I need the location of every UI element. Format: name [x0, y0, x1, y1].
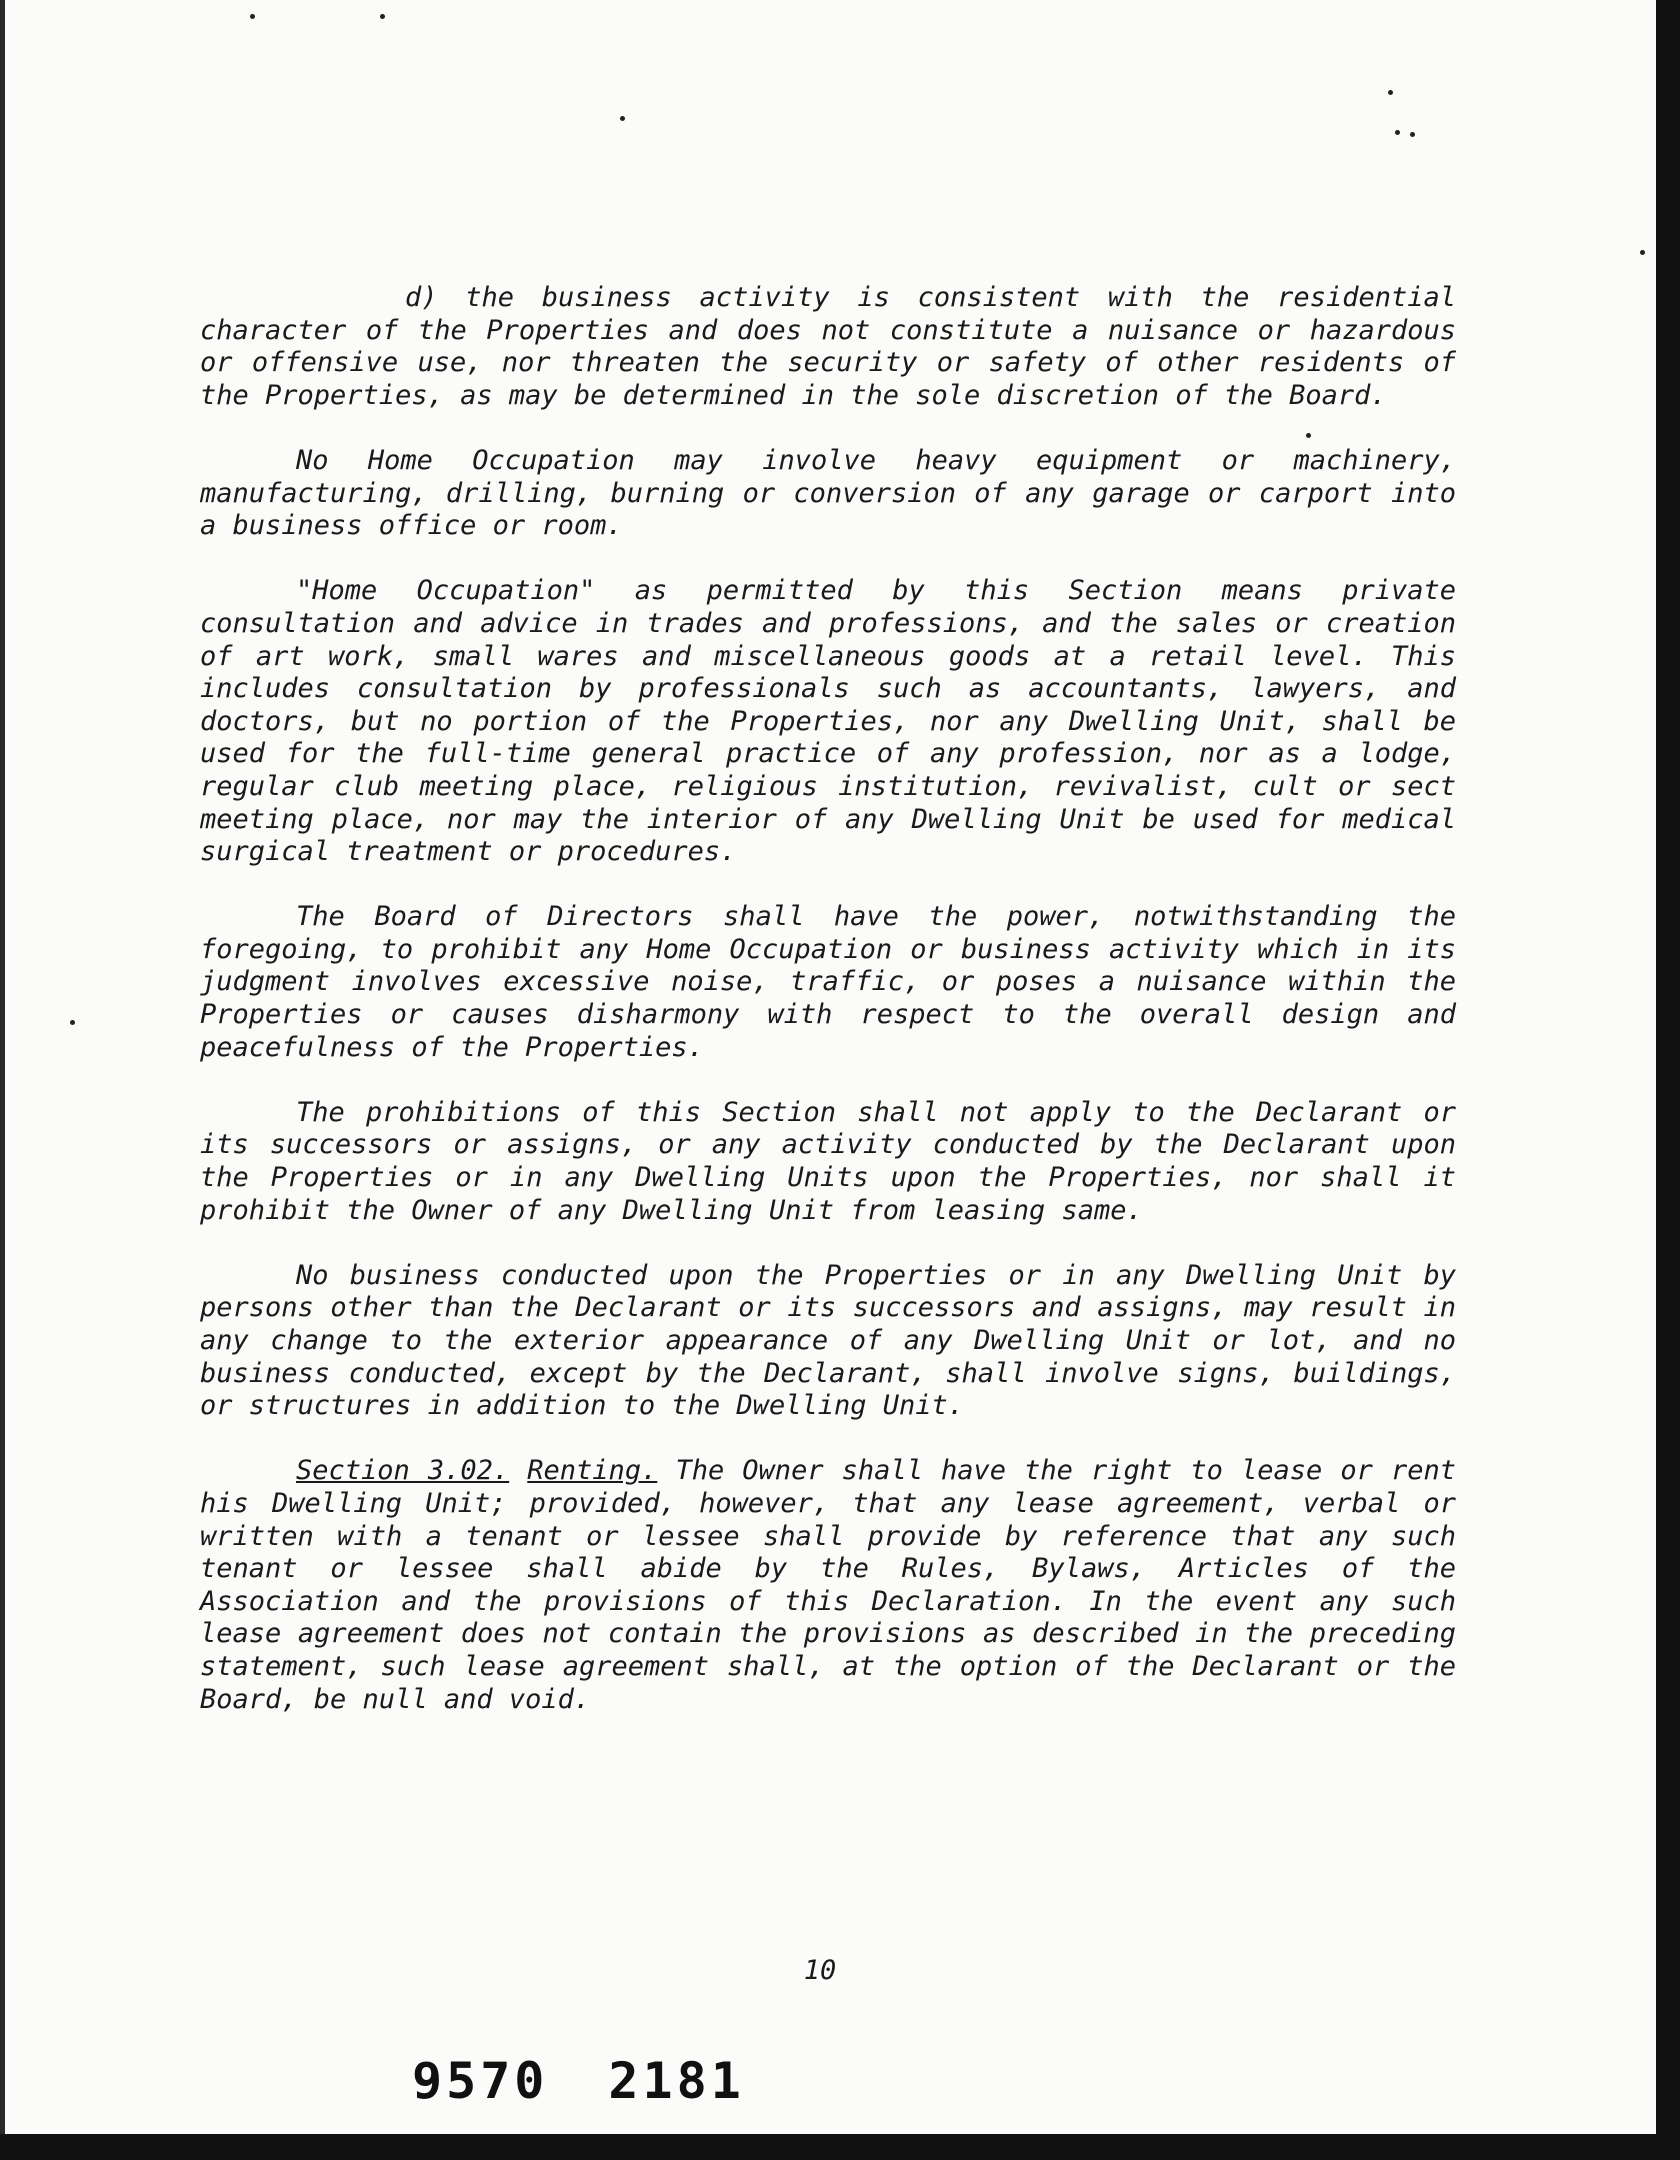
scan-edge-left — [0, 0, 5, 2160]
scan-speck — [70, 1020, 75, 1025]
page-number: 10 — [803, 1955, 837, 1986]
paragraph-home-occupation-definition: "Home Occupation" as permitted by this Section means private consultation and advice in trades and professions, and the sales or creation of art work, small wares and miscellaneous goods at a retail level. This includes consultation by professionals such as accountants, lawyers, and doctors, but no portion of the Properties, nor any Dwelling Unit, shall be used for the full-time general practice of any profession, nor as a lodge, regular club meeting place, religious institution, revivalist, cult or sect meeting place, nor may the interior of any Dwelling Unit be used for medical surgical treatment or procedures. — [200, 575, 1456, 868]
stamp-number-left: 9570 — [412, 2052, 549, 2110]
section-number: Section 3.02. — [296, 1455, 510, 1487]
scan-speck — [1410, 132, 1415, 137]
scan-edge-right — [1656, 0, 1680, 2160]
paragraph-declarant-exemption: The prohibitions of this Section shall not apply to the Declarant or its successors or assigns, or any activity conducted by the Declarant upon the Properties or in any Dwelling Units upon the Properties, nor shall it prohibit the Owner of any Dwelling Unit from leasing same. — [200, 1096, 1456, 1226]
scan-speck — [380, 14, 385, 19]
section-title: Renting. — [527, 1455, 658, 1487]
scan-speck — [620, 116, 625, 121]
scan-speck — [1388, 90, 1393, 95]
scan-speck — [1640, 250, 1645, 255]
section-renting — [200, 1455, 1456, 1716]
paragraph-condition-d: d) the business activity is consistent with the residential character of the Properties and does not constitute a nuisance or hazardous or offensive use, nor threaten the security or safety of other residents of the Properties, as may be determined in the sole discretion of the Board. — [200, 282, 1456, 411]
scan-edge-bottom — [0, 2134, 1680, 2160]
paragraph-exterior-appearance: No business conducted upon the Properties or in any Dwelling Unit by persons other than the Declarant or its successors and assigns, may result in any change to the exterior appearance of any Dwelling Unit or lot, and no business conducted, except by the Declarant, shall involve signs, buildings, or structures in addition to the Dwelling Unit. — [200, 1259, 1456, 1422]
paragraph-home-occupation-restrictions: No Home Occupation may involve heavy equipment or machinery, manufacturing, drilling, burning or conversion of any garage or carport into a business office or room. — [200, 444, 1456, 542]
document-body — [200, 282, 1456, 1749]
stamp-number-right: 2181 — [608, 2052, 745, 2110]
scan-speck — [250, 14, 255, 19]
document-stamp — [412, 2052, 805, 2110]
paragraph-board-power: The Board of Directors shall have the power, notwithstanding the foregoing, to prohibit any Home Occupation or business activity which in its judgment involves excessive noise, traffic, or poses a nuisance within the Properties or causes disharmony with respect to the overall design and peacefulness of the Properties. — [200, 901, 1456, 1063]
section-text: The Owner shall have the right to lease or rent his Dwelling Unit; provided, however, that any lease agreement, verbal or written with a tenant or lessee shall provide by reference that any such tenant or lessee shall abide by the Rules, Bylaws, Articles of the Association and the provisions of this Declaration. In the event any such lease agreement does not contain the provisions as described in the preceding statement, such lease agreement shall, at the option of the Declarant or the Board, be null and void. — [200, 1455, 1456, 1715]
scan-speck — [1395, 130, 1400, 135]
